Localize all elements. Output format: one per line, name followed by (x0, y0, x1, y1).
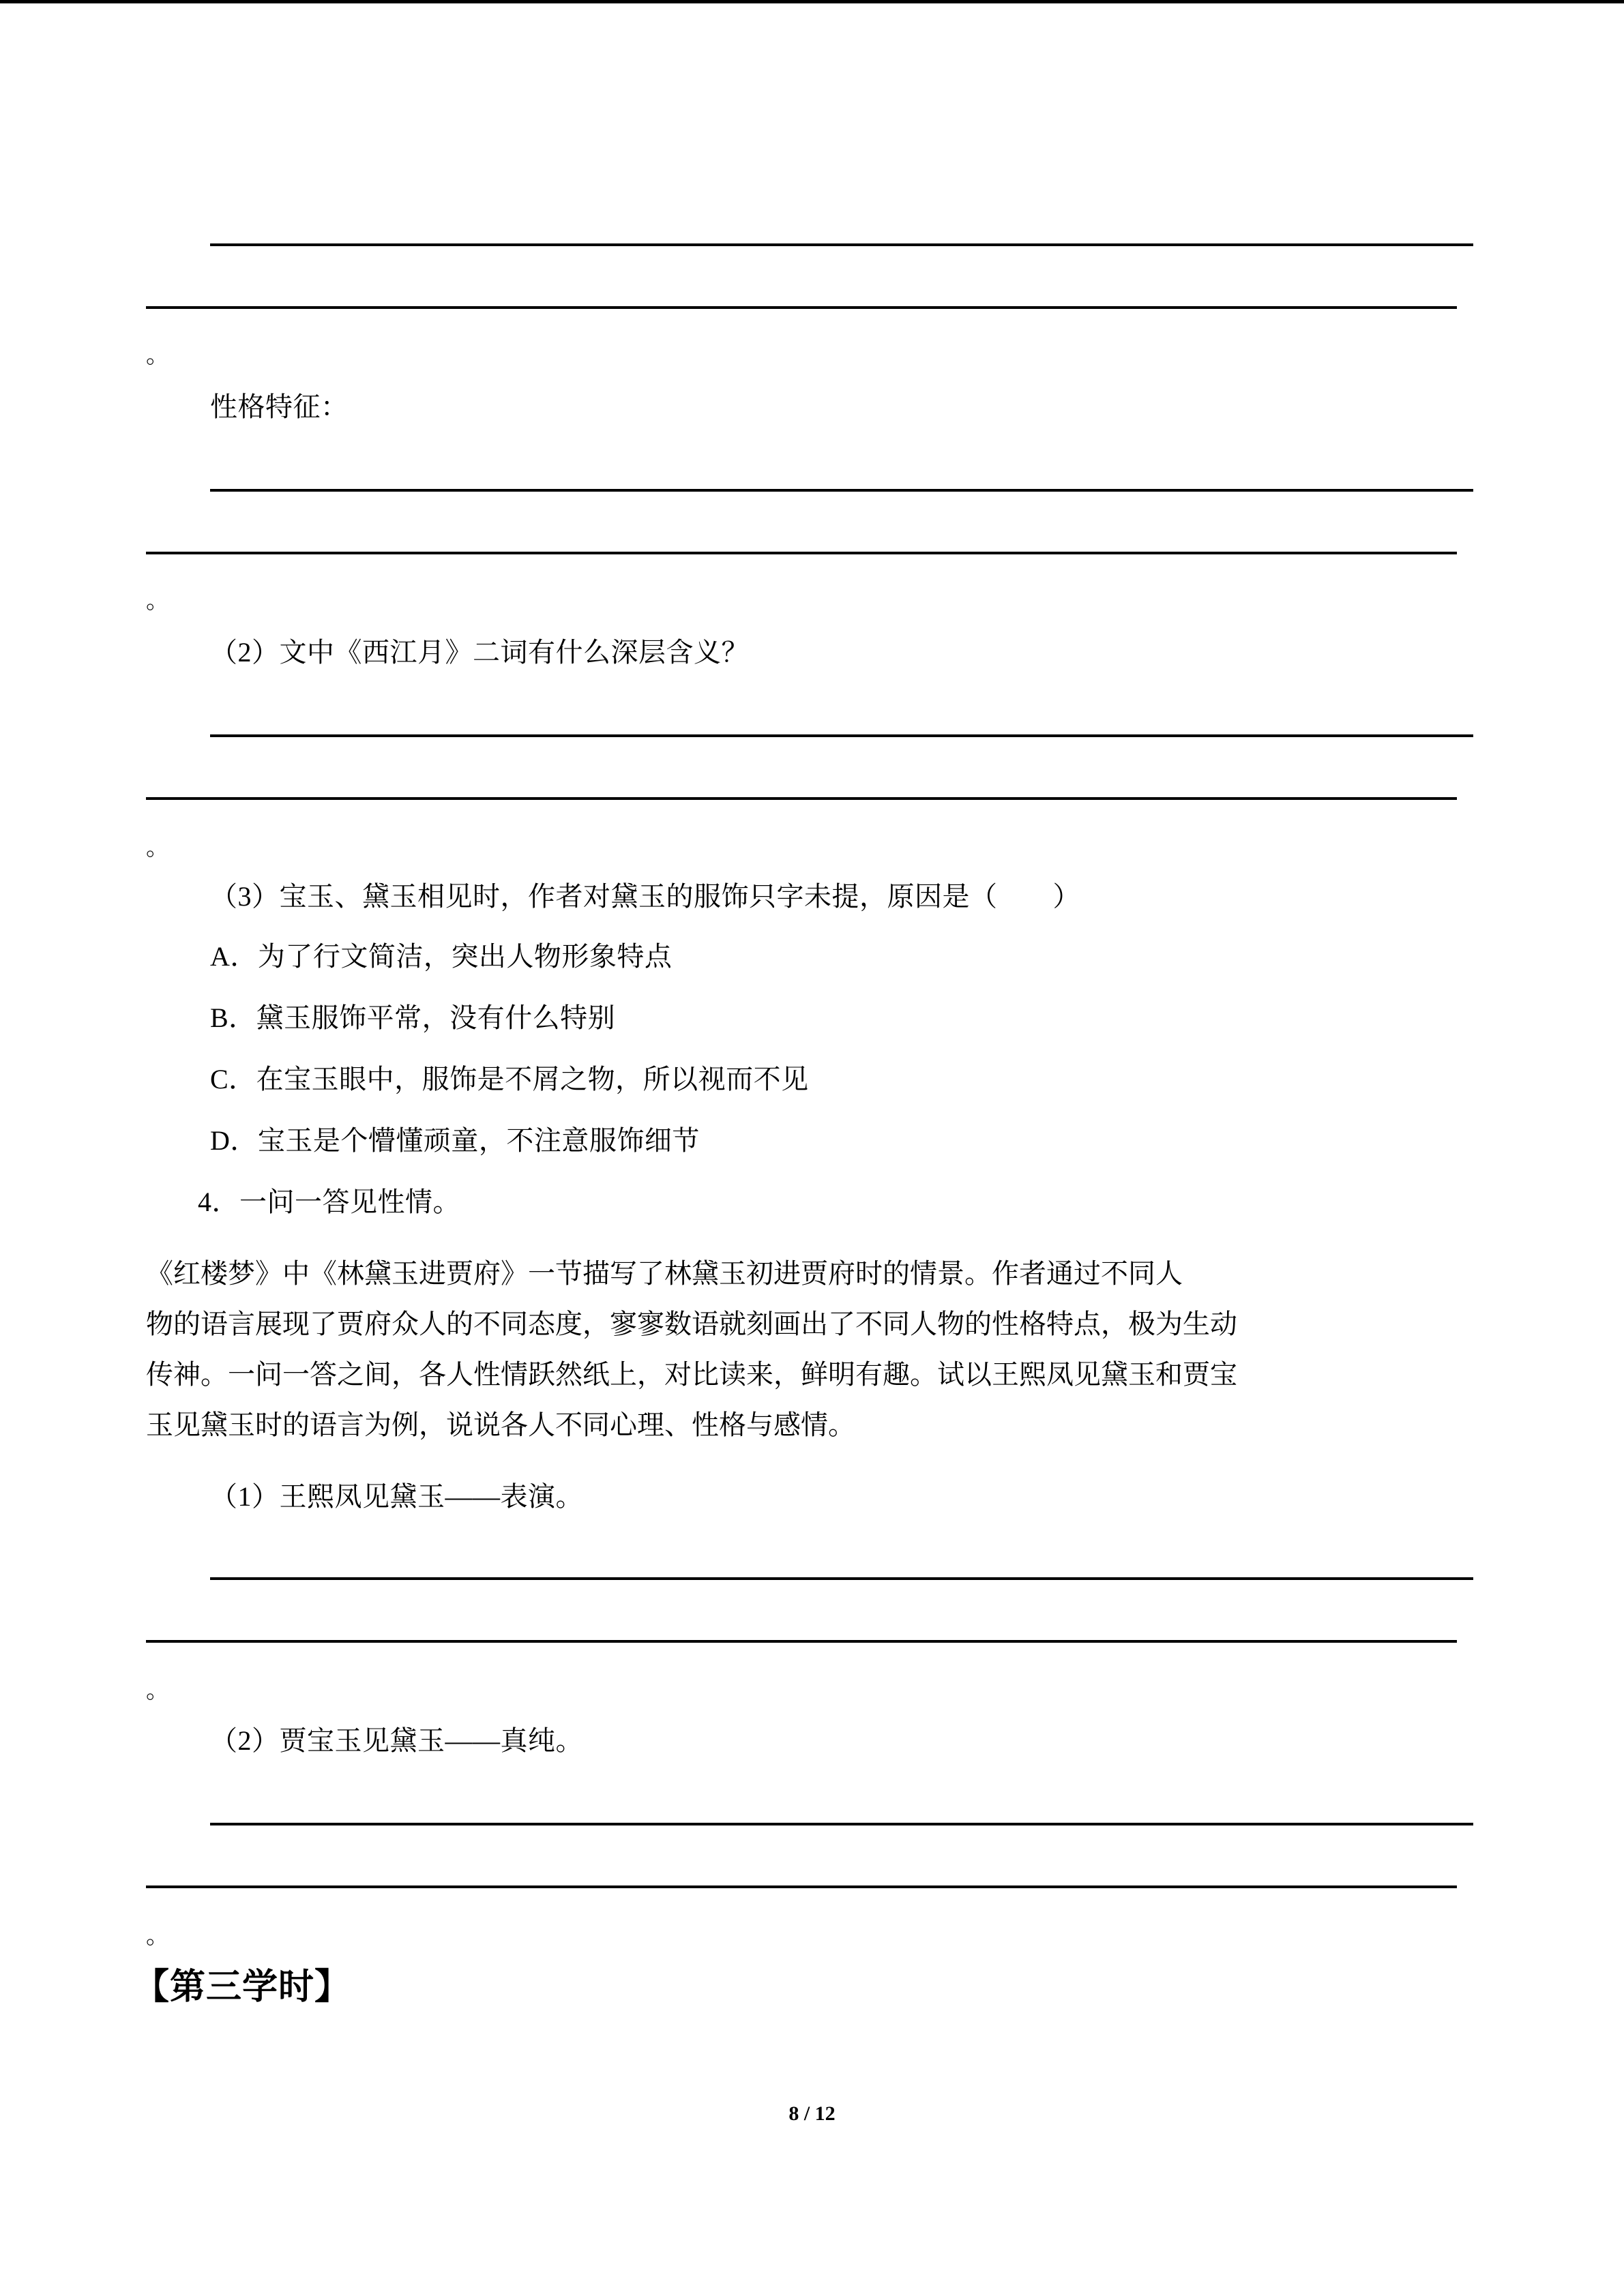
answer-rule (210, 1823, 1473, 1825)
question-4-sub-2: （2）贾宝玉见黛玉——真纯。 (210, 1725, 583, 1756)
paragraph-line: 物的语言展现了贾府众人的不同态度，寥寥数语就刻画出了不同人物的性格特点，极为生动 (146, 1309, 1237, 1339)
answer-rule (210, 734, 1473, 737)
question-3-stem: （3）宝玉、黛玉相见时，作者对黛玉的服饰只字未提，原因是（ ） (210, 881, 1080, 912)
page-number-footer: 8 / 12 (788, 2102, 836, 2125)
stray-period-mark: 。 (146, 1924, 169, 1949)
answer-rule (210, 1577, 1473, 1580)
question-4-title: 4．一问一答见性情。 (198, 1187, 460, 1217)
answer-rule (146, 1640, 1457, 1643)
section-heading-lesson-3: 【第三学时】 (134, 1968, 351, 2007)
question-3-option-d[interactable]: D．宝玉是个懵懂顽童，不注意服饰细节 (210, 1125, 700, 1156)
stray-period-mark: 。 (146, 343, 169, 368)
answer-rule (146, 1885, 1457, 1888)
answer-rule (210, 243, 1473, 246)
question-4-sub-1: （1）王熙凤见黛玉——表演。 (210, 1481, 583, 1512)
answer-rule (210, 489, 1473, 492)
question-4-paragraph (146, 1249, 1462, 1450)
stray-period-mark: 。 (146, 1678, 169, 1703)
answer-rule (146, 797, 1457, 800)
question-3-option-b[interactable]: B．黛玉服饰平常，没有什么特别 (210, 1002, 616, 1033)
stray-period-mark: 。 (146, 588, 169, 614)
paragraph-line: 传神。一问一答之间，各人性情跃然纸上，对比读来，鲜明有趣。试以王熙凤见黛玉和贾宝 (146, 1359, 1237, 1390)
stray-period-mark: 。 (146, 835, 169, 861)
answer-rule (146, 306, 1457, 309)
question-3-option-c[interactable]: C．在宝玉眼中，服饰是不屑之物，所以视而不见 (210, 1064, 809, 1094)
question-2-text: （2）文中《西江月》二词有什么深层含义？ (210, 637, 749, 668)
paragraph-line: 玉见黛玉时的语言为例，说说各人不同心理、性格与感情。 (146, 1410, 855, 1440)
answer-rule (146, 552, 1457, 554)
paragraph-line: 《红楼梦》中《林黛玉进贾府》一节描写了林黛玉初进贾府时的情景。作者通过不同人 (146, 1258, 1183, 1289)
question-3-option-a[interactable]: A．为了行文简洁，突出人物形象特点 (210, 941, 673, 972)
personality-traits-label: 性格特征： (210, 391, 349, 422)
